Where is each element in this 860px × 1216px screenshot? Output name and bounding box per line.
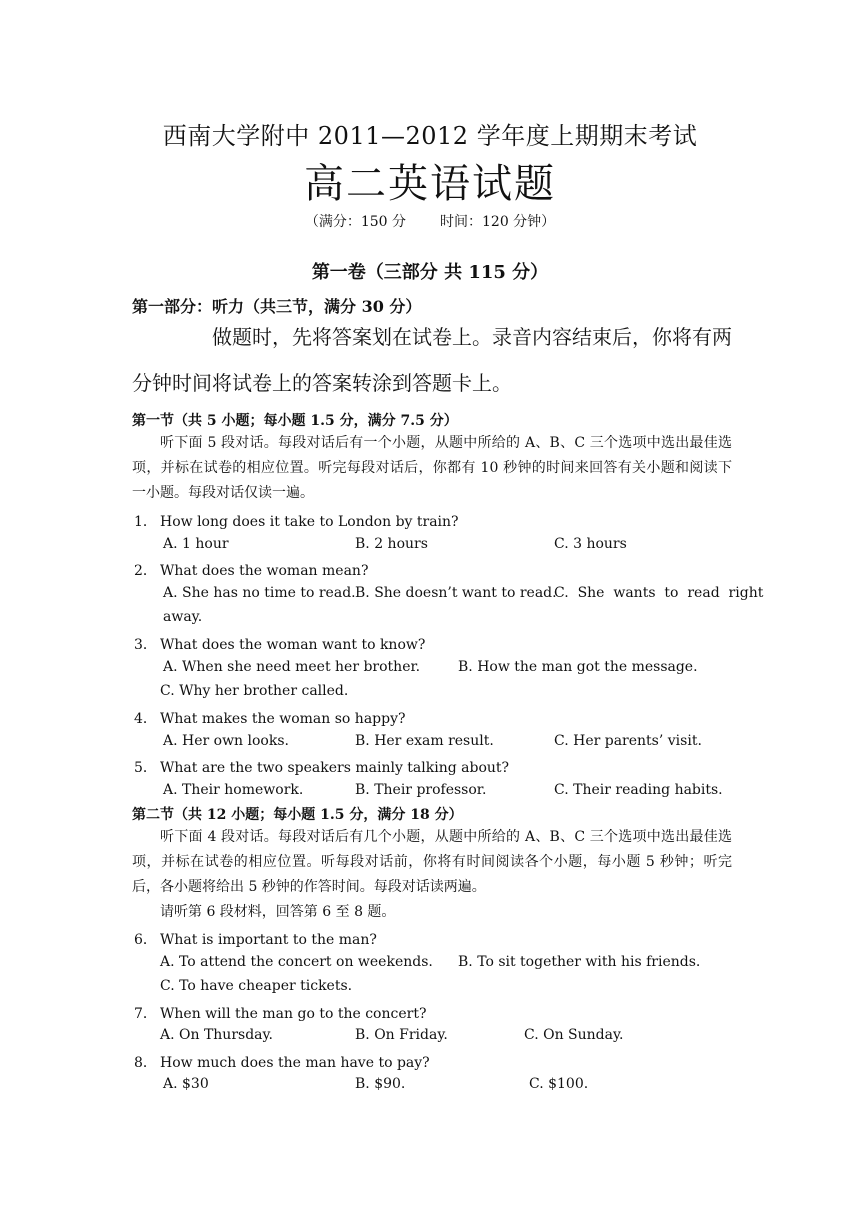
option-a: A. $30 [163, 1076, 209, 1092]
part-one-title: 第一部分：听力（共三节，满分 30 分） [132, 297, 422, 316]
option-c: C. Their reading habits. [554, 782, 723, 798]
section-one-instruction: 听下面 5 段对话。每段对话后有一个小题，从题中所给的 A、B、C 三个选项中选出最佳选项，并标在试卷的相应位置。听完每段对话后，你都有 10 秒钟的时间来回答有关小题和阅读下一小题。每段对话仅读一遍。 [132, 435, 732, 501]
question-1 [134, 511, 459, 531]
question-text: When will the man go to the concert? [160, 1006, 427, 1022]
option-b: B. She doesn’t want to read. [355, 585, 557, 601]
option-c: C. On Sunday. [524, 1027, 624, 1043]
option-c: C. To have cheaper tickets. [160, 978, 353, 994]
option-a: A. To attend the concert on weekends. [160, 954, 433, 970]
option-a: A. She has no time to read. [163, 585, 356, 601]
option-c: C. Her parents’ visit. [554, 733, 702, 749]
full-score: （满分：150 分 [304, 214, 406, 230]
option-c: C. 3 hours [554, 536, 627, 552]
question-number: 8． [134, 1055, 157, 1071]
question-text: What makes the woman so happy? [160, 711, 406, 727]
material-note: 请听第 6 段材料，回答第 6 至 8 题。 [160, 904, 396, 920]
option-a: A. On Thursday. [160, 1027, 274, 1043]
question-4 [134, 708, 406, 728]
question-number: 5． [134, 760, 157, 776]
main-title: 高二英语试题 [304, 161, 556, 207]
option-b: B. 2 hours [355, 536, 428, 552]
question-number: 6． [134, 932, 157, 948]
option-c: C. She wants to read right [554, 585, 764, 601]
question-text: What does the woman mean? [160, 563, 369, 579]
option-a: A. When she need meet her brother. [163, 659, 421, 675]
time-limit: 时间：120 分钟） [440, 214, 556, 230]
score-time-line [0, 211, 860, 231]
question-text: What does the woman want to know? [160, 637, 426, 653]
question-text: What are the two speakers mainly talking about? [160, 760, 510, 776]
question-3 [134, 634, 425, 654]
question-2 [134, 560, 368, 580]
question-5 [134, 757, 509, 777]
option-c-continuation: away. [163, 609, 203, 625]
school-title: 西南大学附中 2011—2012 学年度上期期末考试 [162, 122, 698, 150]
option-a: A. Their homework. [163, 782, 304, 798]
option-b: B. On Friday. [355, 1027, 448, 1043]
question-7 [134, 1003, 426, 1023]
part-one-instruction: 做题时，先将答案划在试卷上。录音内容结束后，你将有两分钟时间将试卷上的答案转涂到答题卡上。 [132, 325, 732, 395]
question-8 [134, 1052, 430, 1072]
volume-title: 第一卷（三部分 共 115 分） [311, 262, 549, 283]
question-number: 1． [134, 514, 157, 530]
option-b: B. Her exam result. [355, 733, 494, 749]
option-a: A. Her own looks. [163, 733, 289, 749]
option-a: A. 1 hour [163, 536, 229, 552]
option-b: B. How the man got the message. [458, 659, 698, 675]
option-c: C. $100. [529, 1076, 589, 1092]
option-b: B. Their professor. [355, 782, 487, 798]
question-text: What is important to the man? [160, 932, 377, 948]
option-c: C. Why her brother called. [160, 683, 349, 699]
question-6 [134, 929, 377, 949]
section-two-instruction: 听下面 4 段对话。每段对话后有几个小题，从题中所给的 A、B、C 三个选项中选出最佳选项，并标在试卷的相应位置。听每段对话前，你将有时间阅读各个小题，每小题 5 秒钟；听完后，各小题将给出 5 秒钟的作答时间。每段对话读两遍。 [132, 829, 732, 895]
question-number: 4． [134, 711, 157, 727]
question-text: How long does it take to London by train? [160, 514, 459, 530]
section-two-title: 第二节（共 12 小题；每小题 1.5 分，满分 18 分） [132, 807, 463, 823]
section-one-title: 第一节（共 5 小题；每小题 1.5 分，满分 7.5 分） [132, 413, 458, 429]
question-number: 7． [134, 1006, 157, 1022]
option-b: B. To sit together with his friends. [458, 954, 701, 970]
question-number: 3． [134, 637, 157, 653]
question-number: 2． [134, 563, 157, 579]
option-b: B. $90. [355, 1076, 406, 1092]
question-text: How much does the man have to pay? [160, 1055, 430, 1071]
